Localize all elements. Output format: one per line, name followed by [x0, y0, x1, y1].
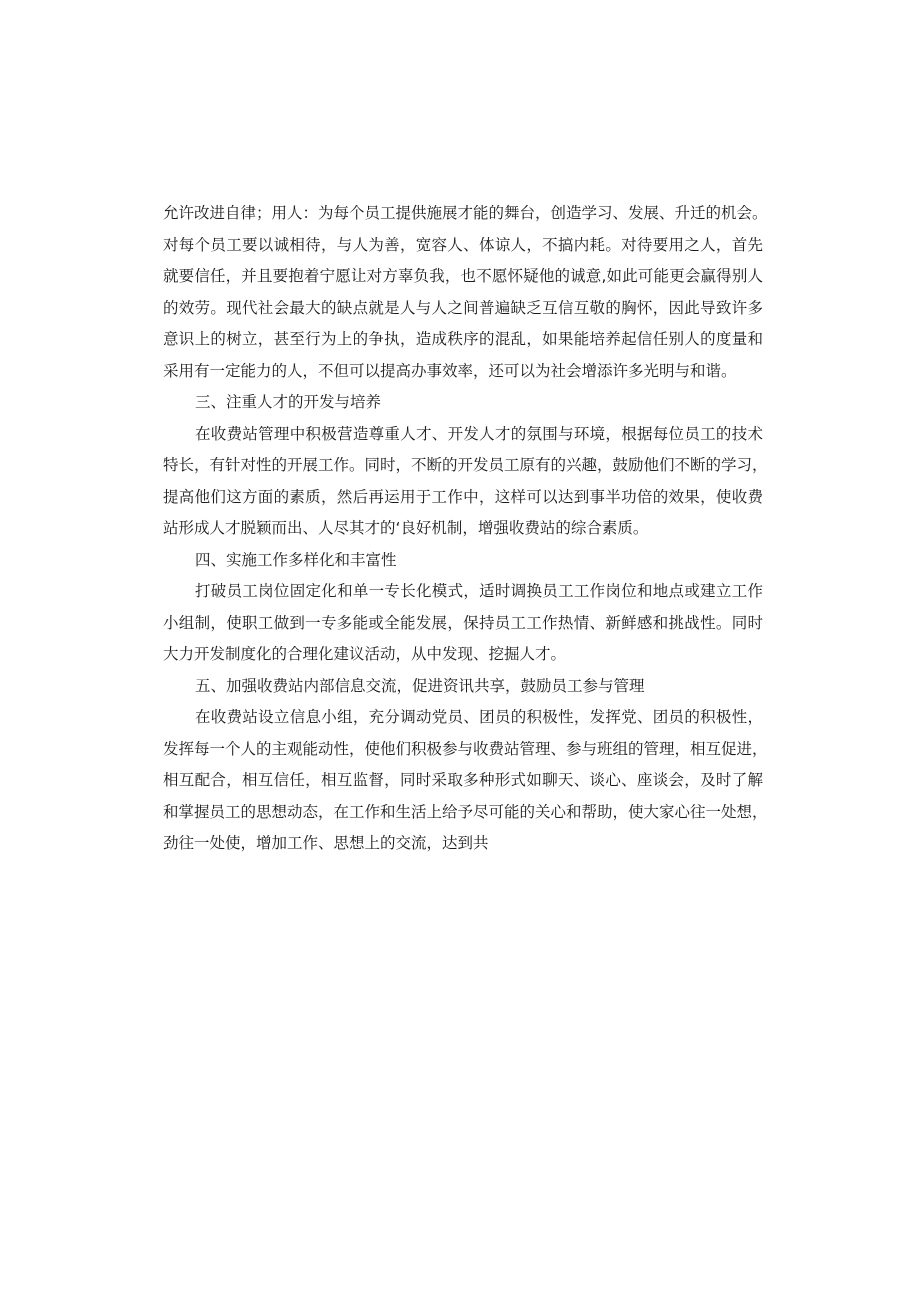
- section-heading: 四、实施工作多样化和丰富性: [195, 550, 397, 569]
- text-line: 采用有一定能力的人，不但可以提高办事效率，还可以为社会增添许多光明与和谐。: [163, 361, 737, 380]
- section-heading: 三、注重人才的开发与培养: [195, 393, 382, 411]
- text-line: 就要信任，并且要抱着宁愿让对方辜负我，也不愿怀疑他的诚意,如此可能更会赢得别人: [163, 267, 763, 285]
- text-line: 特长，有针对性的开展工作。同时，不断的开发员工原有的兴趣，鼓励他们不断的学习，: [163, 456, 768, 474]
- text-line: 大力开发制度化的合理化建议活动，从中发现、挖掘人才。: [163, 645, 567, 663]
- text-line: 对每个员工要以诚相待，与人为善，宽容人、体谅人，不搞内耗。对待要用之人，首先: [163, 235, 763, 254]
- text-line: 发挥每一个人的主观能动性，使他们积极参与收费站管理、参与班组的管理，相互促进，: [163, 739, 768, 758]
- text-line: 打破员工岗位固定化和单一专长化模式，适时调换员工工作岗位和地点或建立工作: [195, 582, 763, 600]
- text-line: 和掌握员工的思想动态，在工作和生活上给予尽可能的关心和帮助，使大家心往一处想，: [163, 802, 768, 821]
- text-line: 意识上的树立，甚至行为上的争执，造成秩序的混乱，如果能培养起信任别人的度量和: [163, 330, 763, 348]
- section-heading: 五、加强收费站内部信息交流，促进资讯共享，鼓励员工参与管理: [195, 676, 645, 695]
- text-line: 提高他们这方面的素质，然后再运用于工作中，这样可以达到事半功倍的效果，使收费: [163, 487, 763, 506]
- text-line: 在收费站设立信息小组，充分调动党员、团员的积极性，发挥党、团员的积极性，: [195, 708, 763, 726]
- text-line: 允许改进自律；用人：为每个员工提供施展才能的舞台，创造学习、发展、升迁的机会。: [163, 204, 768, 222]
- text-line: 相互配合，相互信任，相互监督，同时采取多种形式如聊天、谈心、座谈会，及时了解: [163, 771, 763, 789]
- document-body: [163, 198, 768, 860]
- text-line: 劲往一处使，增加工作、思想上的交流，达到共: [163, 834, 489, 852]
- text-line: 小组制，使职工做到一专多能或全能发展，保持员工工作热情、新鲜感和挑战性。同时: [163, 613, 763, 632]
- text-line: 的效劳。现代社会最大的缺点就是人与人之间普遍缺乏互信互敬的胸怀，因此导致许多: [163, 298, 763, 317]
- text-line: 站形成人才脱颖而出、人尽其才的‘良好机制，增强收费站的综合素质。: [163, 519, 649, 537]
- text-line: 在收费站管理中积极营造尊重人才、开发人才的氛围与环境，根据每位员工的技术: [195, 424, 763, 443]
